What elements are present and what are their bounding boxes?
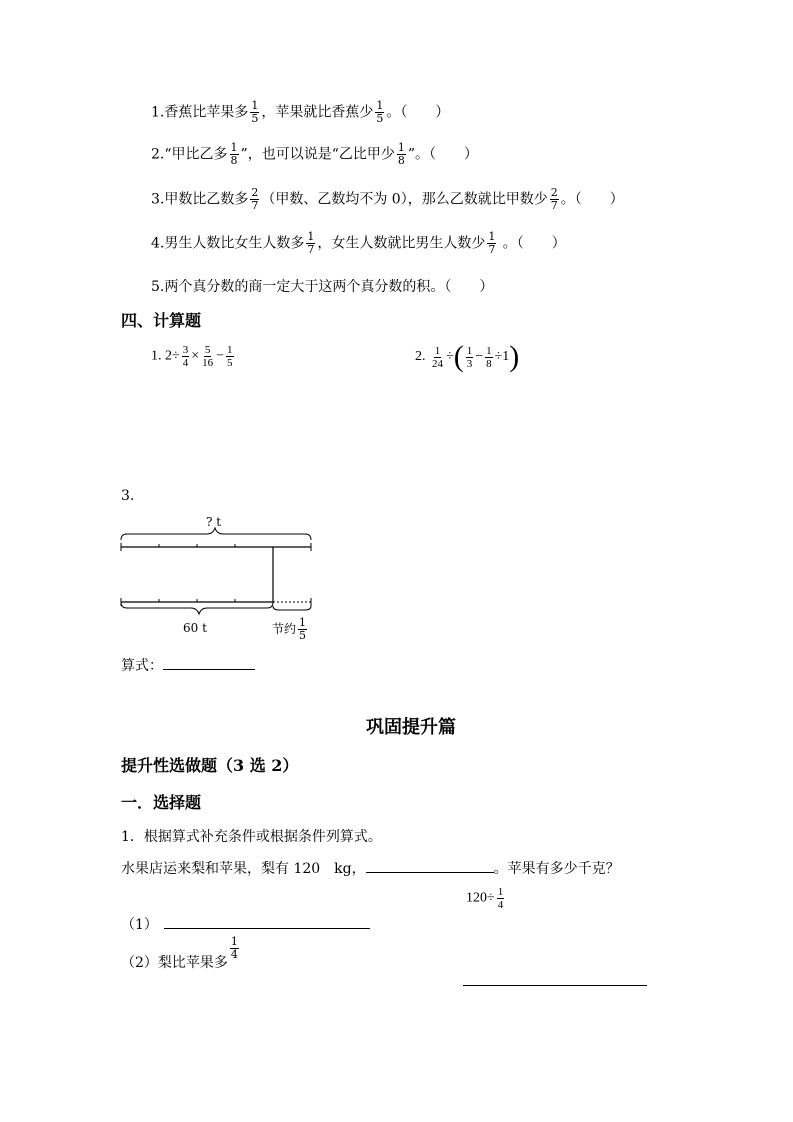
right-paren: ) [509,340,520,373]
fraction: $\frac{1}{4}$ [230,935,238,961]
number: 1 [502,349,510,365]
answer-blank[interactable] [366,871,494,873]
item-number: 2. [151,146,165,163]
item-text: 两个真分数的商一定大于这两个真分数的积。（ ） [164,279,494,295]
item-text: ”，也可以说是“乙比甲少 [240,146,395,163]
fraction: $\frac{1}{5}$ [227,344,233,369]
number: 2 [165,348,172,364]
judgement-item-3 [151,187,624,212]
fraction: $\frac{1}{5}$ [251,99,259,125]
formula-label: 算式： [121,658,163,674]
stem-text: 。苹果有多少千克？ [493,861,620,877]
fraction: $\frac{1}{8}$ [230,141,238,167]
calc-problem-2 [415,342,519,372]
operator: ÷ [172,348,180,364]
question-stem [121,858,620,878]
operator: − [216,348,224,364]
item-number: 2. [415,349,426,365]
item-text: “甲比乙多 [164,146,228,163]
fraction: $\frac{2}{7}$ [251,186,259,212]
operator: × [191,348,200,364]
fraction: $\frac{1}{5}$ [299,616,307,642]
fraction: $\frac{1}{24}$ [432,344,443,370]
bottom-brace [121,602,273,614]
given-expression [466,886,506,911]
sub-item-1 [121,914,370,934]
fraction: $\frac{1}{3}$ [466,344,473,370]
answer-parentheses[interactable]: ”。（ ） [407,146,479,163]
saving-brace [273,606,311,610]
section-heading-choice: 一．选择题 [121,793,202,812]
item-label: （1） [121,917,158,933]
answer-parentheses[interactable]: 。（ ） [498,235,566,252]
left-paren: ( [453,340,464,373]
fraction: $\frac{1}{8}$ [486,344,492,370]
fraction: $\frac{1}{5}$ [376,99,384,125]
page-title: 巩固提升篇 [366,717,456,738]
fraction: $\frac{3}{4}$ [182,344,189,369]
judgement-item-1 [151,100,449,125]
item-number: 1. [151,348,162,364]
answer-blank[interactable] [163,668,255,670]
subtitle: 提升性选做题（3 选 2） [121,756,299,775]
calc-problem-1 [151,344,236,369]
item-number: 3. [151,191,165,208]
save-label: 节约 $\frac{1}{5}$ [272,616,307,642]
stem-text: 水果店运来梨和苹果，梨有 120 kg， [121,861,366,877]
question-text: 1．根据算式补充条件或根据条件列算式。 [121,829,382,845]
item-label: （2）梨比苹果多 [121,955,228,971]
operator: ÷ [494,349,503,365]
answer-blank[interactable] [164,927,370,929]
answer-parentheses[interactable]: 。（ ） [560,191,624,208]
item-text: （甲数、乙数均不为 0），那么乙数就比甲数少 [261,191,548,208]
item-number: 1. [151,104,165,121]
item-number: 4. [151,235,165,252]
fraction: $\frac{1}{4}$ [497,886,504,911]
answer-blank-2[interactable] [463,984,647,986]
operator: ÷ [487,890,495,906]
operator: − [475,349,484,365]
fraction: $\frac{5}{16}$ [202,344,214,369]
judgement-item-2 [151,142,478,167]
number: 120 [466,890,487,906]
formula-line [121,655,255,675]
bottom-label: 60 t [183,621,207,635]
answer-parentheses[interactable]: 。（ ） [386,104,450,121]
judgement-item-4 [151,231,566,256]
operator: ÷ [446,349,454,365]
section-heading-calculation: 四、计算题 [121,311,202,330]
fraction: $\frac{1}{7}$ [488,230,496,256]
item-text: 男生人数比女生人数多 [164,235,305,252]
item-text: 甲数比乙数多 [164,191,249,208]
item-number: 5. [151,279,165,295]
sub-item-2 [121,935,241,972]
top-brace [121,528,311,540]
fraction: $\frac{1}{8}$ [397,141,405,167]
fraction: $\frac{1}{7}$ [307,230,315,256]
judgement-item-5 [151,276,493,296]
item-text: 香蕉比苹果多 [164,104,249,121]
fraction: $\frac{2}{7}$ [550,186,558,212]
top-label: ? t [206,515,222,529]
item-number: 3. [121,488,135,504]
item-text: ，苹果就比香蕉少 [261,104,374,121]
item-text: ，女生人数就比男生人数少 [317,235,486,252]
